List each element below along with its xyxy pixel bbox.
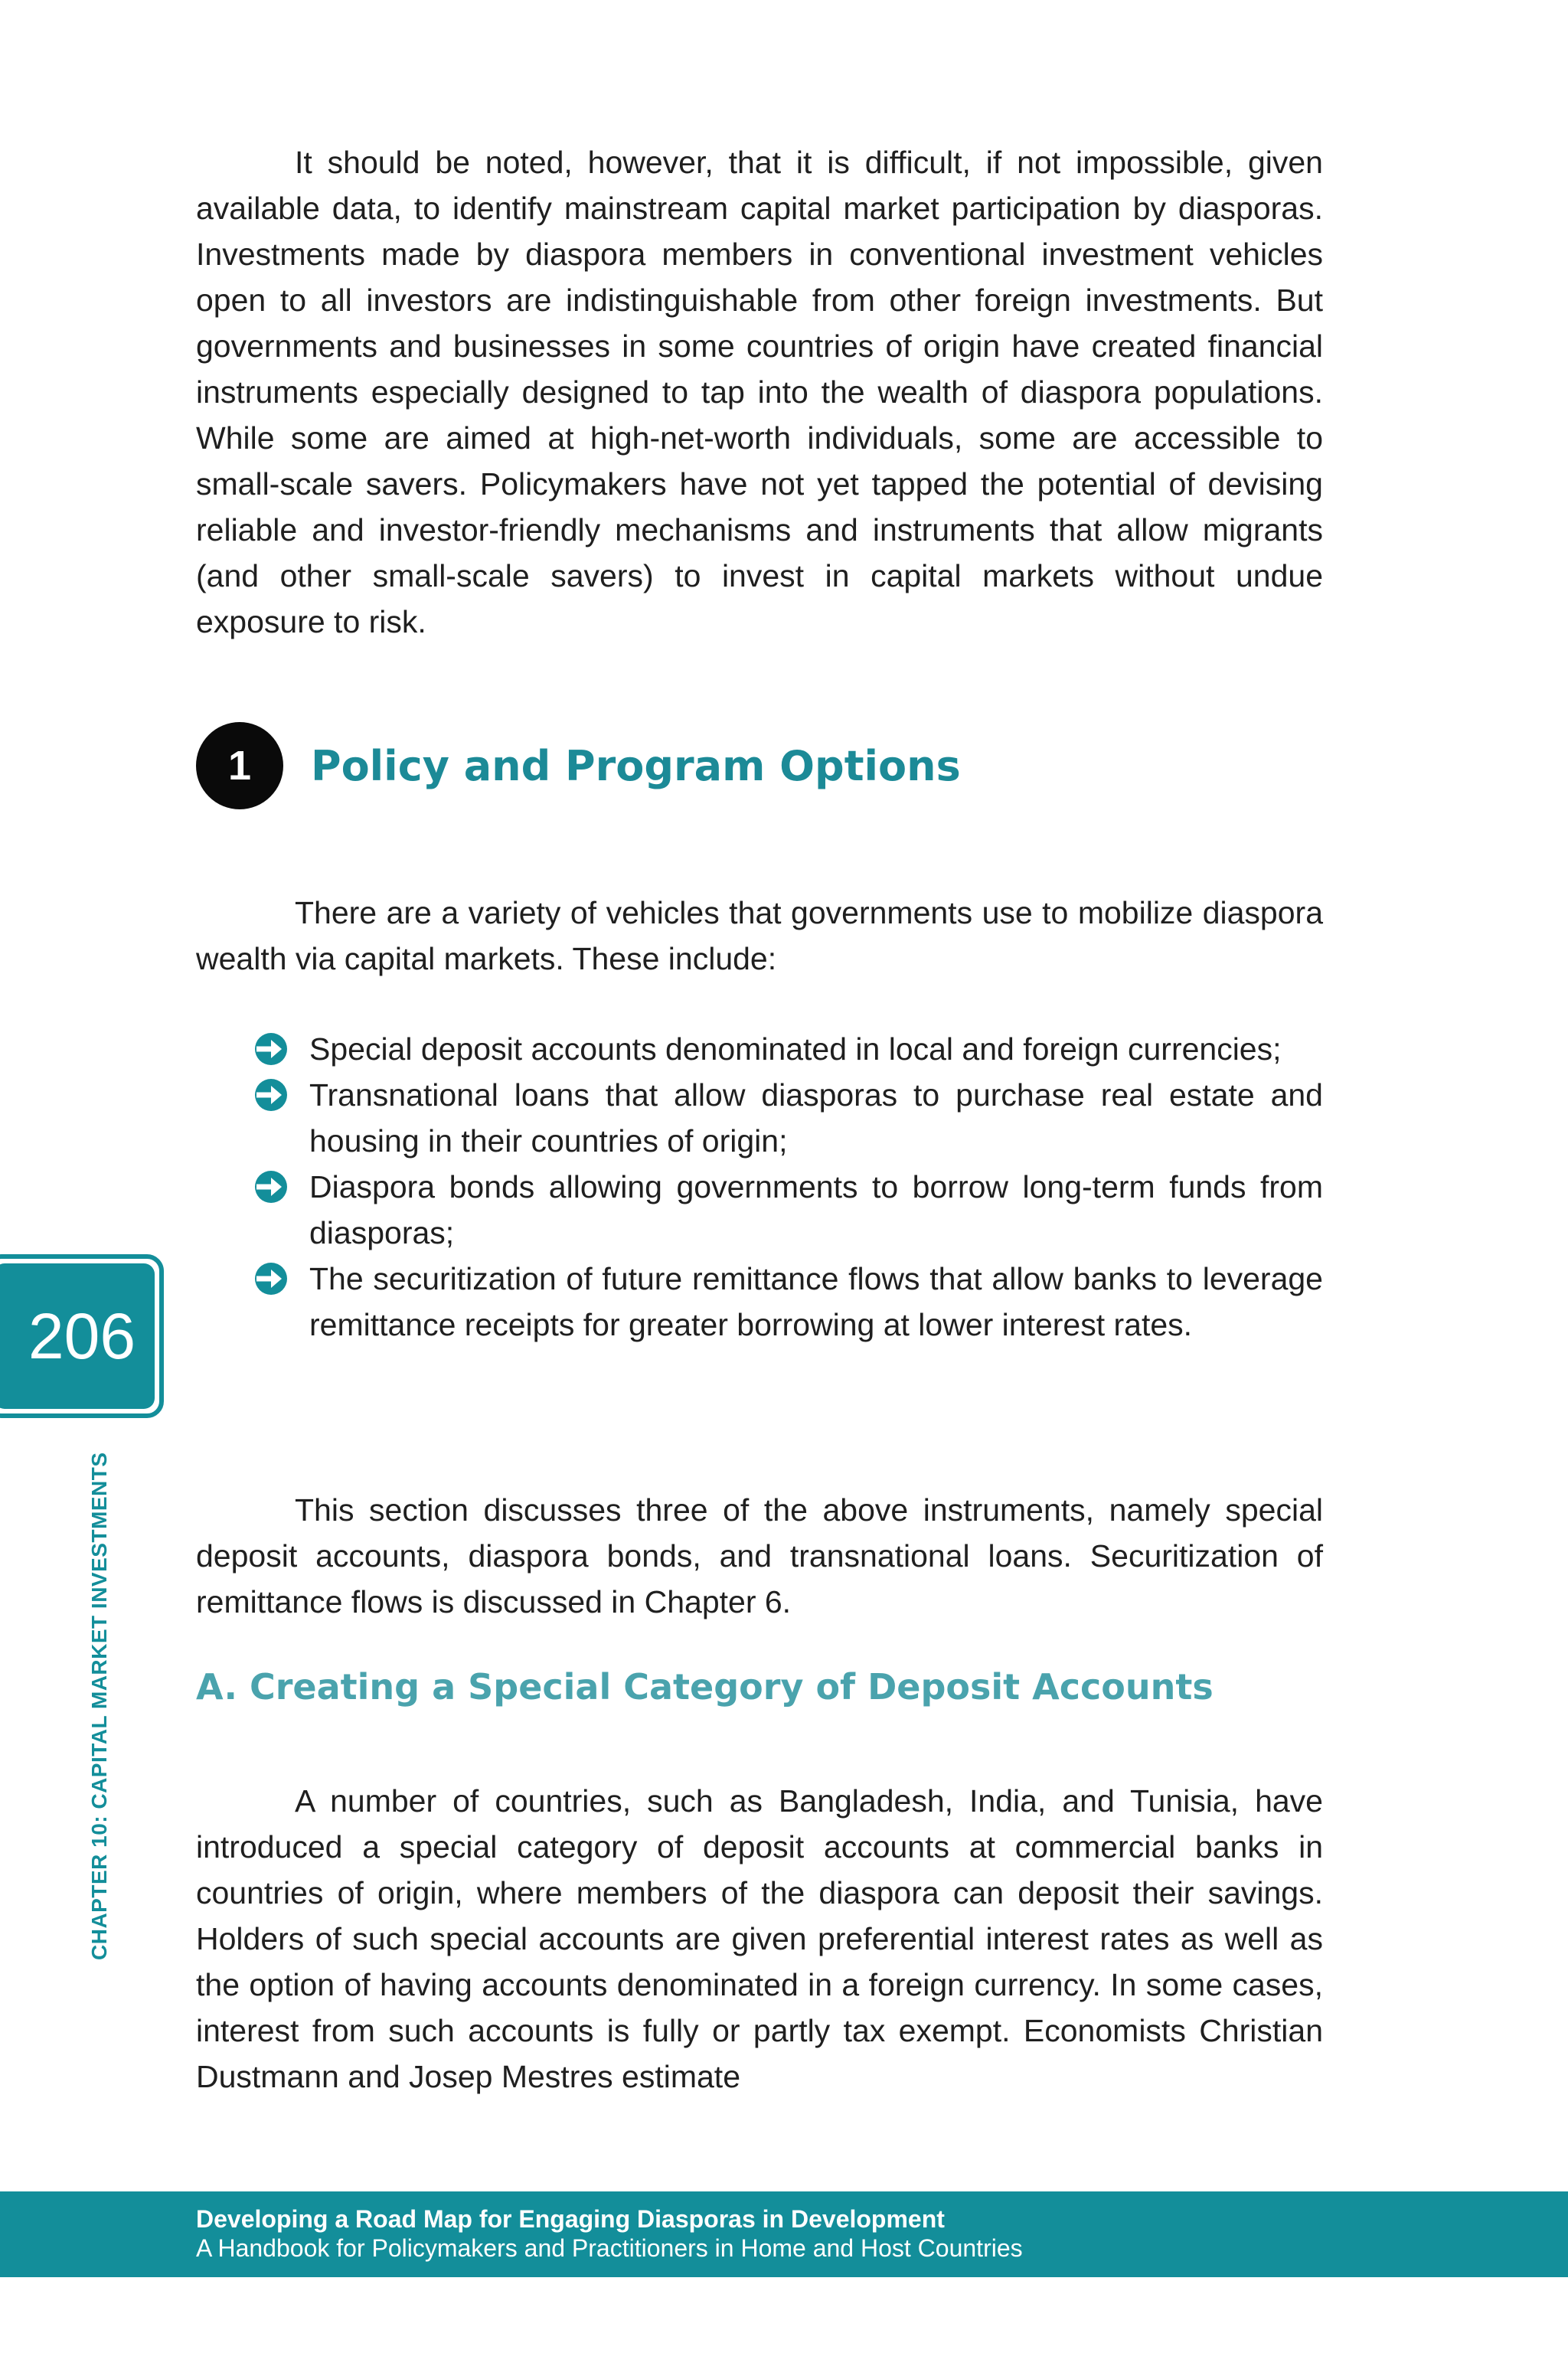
vehicles-list xyxy=(196,1026,1323,1348)
list-item xyxy=(196,1164,1323,1256)
list-item-text: Diaspora bonds allowing governments to borrow long-term funds from diasporas; xyxy=(309,1169,1323,1250)
page-number: 206 xyxy=(0,1263,155,1409)
arrow-circle-icon xyxy=(254,1078,288,1112)
section-discussion-paragraph: This section discusses three of the above instruments, namely special deposit accounts, diaspora bonds, and transnational loans. Securitization of remittance flows is discussed in Chapter 6. xyxy=(196,1492,1323,1619)
arrow-circle-icon xyxy=(254,1262,288,1296)
list-item-text: Transnational loans that allow diasporas to purchase real estate and housing in their countries of origin; xyxy=(309,1077,1323,1159)
list-item-text: Special deposit accounts denominated in local and foreign currencies; xyxy=(309,1031,1282,1067)
list-item-text: The securitization of future remittance flows that allow banks to leverage remittance receipts for greater borrowing at lower interest rates. xyxy=(309,1261,1323,1342)
list-item xyxy=(196,1256,1323,1348)
list-item xyxy=(196,1026,1323,1072)
section-number-badge: 1 xyxy=(196,722,283,809)
footer-bar xyxy=(0,2191,1568,2277)
intro-paragraph: It should be noted, however, that it is difficult, if not impossible, given available data, to identify mainstream capital market participation by diasporas. Investments made by diaspora members in conventional investment vehicles open to all investors are indistinguishable from other foreign investments. But governments and businesses in some countries of origin have created financial instruments especially designed to tap into the wealth of diaspora populations. While some are aimed at high-net-worth individuals, some are accessible to small-scale savers. Policymakers have not yet tapped the potential of devising reliable and investor-friendly mechanisms and instruments that allow migrants (and other small-scale savers) to invest in capital markets without undue exposure to risk. xyxy=(196,145,1323,639)
footer-title: Developing a Road Map for Engaging Diasporas in Development xyxy=(196,2205,945,2233)
subsection-heading: A. Creating a Special Category of Deposit Accounts xyxy=(196,1666,1214,1708)
vehicles-paragraph: There are a variety of vehicles that governments use to mobilize diaspora wealth via capital markets. These include: xyxy=(196,895,1323,976)
arrow-circle-icon xyxy=(254,1170,288,1204)
page-number-tab xyxy=(0,1254,164,1418)
list-item xyxy=(196,1072,1323,1164)
chapter-label: CHAPTER 10: CAPITAL MARKET INVESTMENTS xyxy=(87,1452,111,1960)
deposit-accounts-paragraph: A number of countries, such as Bangladesh, India, and Tunisia, have introduced a special category of deposit accounts at commercial banks in countries of origin, where members of the diaspora can deposit their savings. Holders of such special accounts are given preferential interest rates as well as the option of having accounts denominated in a foreign currency. In some cases, interest from such accounts is fully or partly tax exempt. Economists Christian Dustmann and Josep Mestres estimate xyxy=(196,1783,1323,2094)
section-title: Policy and Program Options xyxy=(311,741,961,790)
arrow-circle-icon xyxy=(254,1032,288,1066)
footer-subtitle: A Handbook for Policymakers and Practitioners in Home and Host Countries xyxy=(196,2234,1023,2262)
section-heading xyxy=(196,721,961,810)
